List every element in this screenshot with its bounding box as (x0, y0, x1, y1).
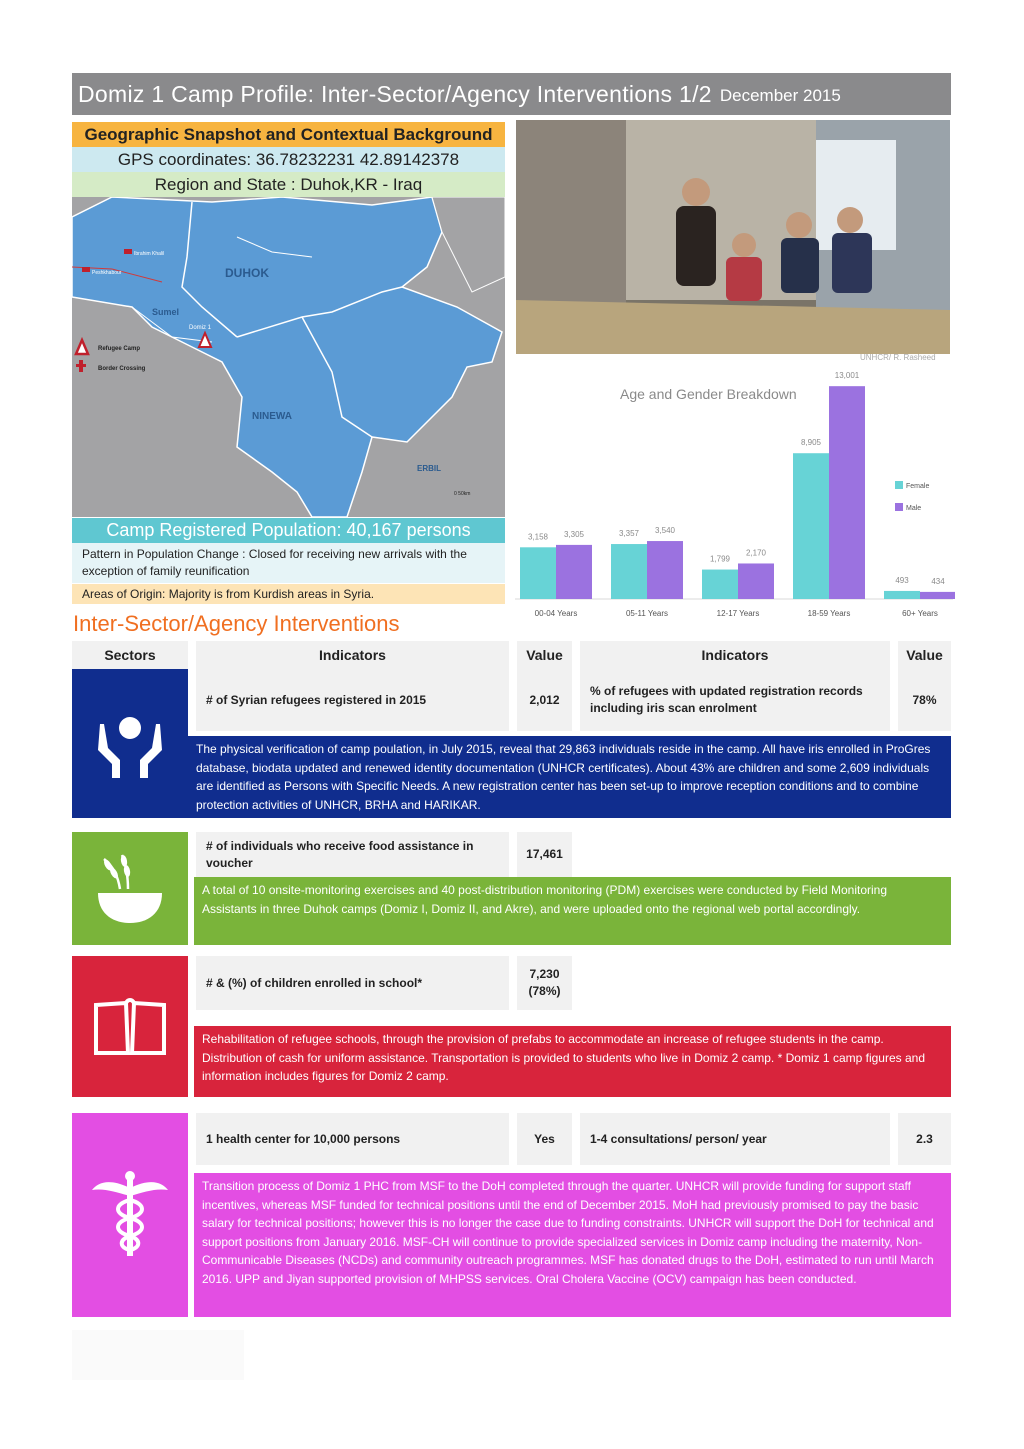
map-land-ne (432, 197, 505, 292)
caduceus-icon (72, 1113, 188, 1317)
bar-female-1 (611, 544, 647, 599)
protection-indicator-2: % of refugees with updated registration records including iris scan enrolment (580, 669, 890, 731)
region-map (72, 197, 505, 517)
education-indicator-1: # & (%) of children enrolled in school* (196, 956, 509, 1010)
title-bar (72, 73, 951, 115)
health-value-2: 2.3 (898, 1113, 951, 1165)
education-value-1: 7,230 (78%) (517, 956, 572, 1010)
bar-male-4 (920, 592, 955, 599)
age-gender-chart (515, 360, 955, 625)
data-label-female-3: 8,905 (800, 438, 822, 448)
data-label-male-4: 434 (931, 576, 945, 586)
data-label-female-4: 493 (895, 575, 909, 585)
food-value-1: 17,461 (517, 832, 572, 877)
map-scale: 0 50km (454, 491, 471, 497)
header-sectors: Sectors (72, 641, 188, 669)
protection-hands-icon (72, 669, 188, 818)
bar-male-0 (556, 545, 592, 599)
legend-camp: Refugee Camp (98, 346, 141, 352)
data-label-female-2: 1,799 (709, 554, 731, 564)
bar-male-1 (647, 541, 683, 599)
report-date: December 2015 (719, 86, 841, 105)
page-title: Domiz 1 Camp Profile: Inter-Sector/Agency Interventions 1/2 (78, 80, 712, 107)
protection-indicator-1: # of Syrian refugees registered in 2015 (196, 669, 509, 731)
map-label-domiz: Domiz 1 (189, 325, 212, 331)
food-indicator-1: # of individuals who receive food assistance in voucher (196, 832, 509, 877)
health-indicator-1: 1 health center for 10,000 persons (196, 1113, 509, 1165)
category-label-0: 00-04 Years (534, 609, 578, 618)
legend-label-male: Male (906, 505, 922, 512)
map-label-crossing1: Ibrahim Khalil (134, 251, 165, 257)
legend-crossing: Border Crossing (98, 366, 146, 372)
protection-value-2: 78% (898, 669, 951, 731)
population-heading: Camp Registered Population: 40,167 persons (72, 518, 505, 543)
data-label-male-0: 3,305 (563, 529, 585, 539)
map-label-ninewa: NINEWA (252, 411, 292, 422)
protection-narrative: The physical verification of camp poulation, in July 2015, reveal that 29,863 individuals reside in the camp. All have iris enrolled in ProGres database, biodata updated and renewed identity documentation (UNHCR certificates). About 43% are children and some 2,609 individuals are identified as Persons with Specific Needs. A new registration center has been set-up to improve reception conditions and to combine protection activities of UNHCR, BRHA and HARIKAR. (188, 736, 951, 818)
data-label-male-2: 2,170 (745, 548, 767, 558)
food-narrative: A total of 10 onsite-monitoring exercises and 40 post-distribution monitoring (PDM) exercises were conducted by Field Monitoring Assistants in three Duhok camps (Domiz I, Domiz II, and Akre), and were uploaded onto the regional web portal accordingly. (194, 877, 951, 945)
data-label-female-0: 3,158 (527, 532, 549, 542)
book-icon (72, 956, 188, 1097)
bar-female-3 (793, 453, 829, 599)
bar-male-3 (829, 386, 865, 599)
legend-swatch-female (895, 481, 903, 489)
data-label-female-1: 3,357 (618, 529, 640, 539)
health-value-1: Yes (517, 1113, 572, 1165)
data-label-male-1: 3,540 (654, 526, 676, 536)
bar-female-2 (702, 570, 738, 599)
health-narrative: Transition process of Domiz 1 PHC from MSF to the DoH completed through the quarter. UNHCR will provide funding for support staff incentives, whereas MSF funded for technical positions until the end of December 2015. MoH had previously promised to pay the basic salary for technical positions; however this is no longer the case due to funding constraints. UNHCR will support the DoH for technical and support positions from January 2016. MSF-CH will continue to provide specialized services in Domiz camp including the maternity, Non-Communicable Diseases (NCDs) and community outreach programmes. MSF has donated drugs to the DoH, estimated to run until March 2016. UPP and Jiyan supported provision of MHPSS services. Oral Cholera Vaccine (OCV) campaign has been conducted. (194, 1173, 951, 1317)
chart-title: Age and Gender Breakdown (620, 386, 797, 402)
bar-male-2 (738, 563, 774, 599)
map-legend (76, 340, 146, 372)
footer-blank (72, 1330, 244, 1380)
camp-photo (516, 120, 950, 354)
bar-female-0 (520, 547, 556, 599)
map-label-sumel: Sumel (152, 307, 180, 317)
header-value-2: Value (898, 641, 951, 669)
legend-swatch-male (895, 503, 903, 511)
category-label-4: 60+ Years (902, 609, 938, 618)
geo-heading: Geographic Snapshot and Contextual Background (72, 122, 505, 147)
header-indicators-2: Indicators (580, 641, 890, 669)
health-indicator-2: 1-4 consultations/ person/ year (580, 1113, 890, 1165)
header-indicators: Indicators (196, 641, 509, 669)
interventions-title: Inter-Sector/Agency Interventions (73, 611, 400, 636)
photo-credit: UNHCR/ R. Rasheed (860, 353, 936, 362)
map-label-crossing2: Peshkhabour (92, 270, 122, 276)
population-origin: Areas of Origin: Majority is from Kurdish areas in Syria. (72, 584, 505, 604)
population-pattern: Pattern in Population Change : Closed for receiving new arrivals with the exception of family reunification (72, 543, 505, 583)
food-bowl-icon (72, 832, 188, 945)
category-label-2: 12-17 Years (716, 609, 760, 618)
legend-label-female: Female (906, 483, 930, 490)
map-label-erbil: ERBIL (417, 464, 441, 473)
gps-coordinates: GPS coordinates: 36.78232231 42.89142378 (72, 147, 505, 172)
data-label-male-3: 13,001 (834, 371, 860, 381)
education-narrative: Rehabilitation of refugee schools, through the provision of prefabs to accommodate an increase of refugee students in the camp. Distribution of cash for uniform assistance. Transportation is provided to students who live in Domiz 2 camp. * Domiz 1 camp figures and information includes figures for Domiz 2 camp. (194, 1026, 951, 1097)
bar-female-4 (884, 591, 920, 599)
category-label-3: 18-59 Years (807, 609, 851, 618)
region-state: Region and State : Duhok,KR - Iraq (72, 172, 505, 197)
map-label-duhok: DUHOK (225, 266, 269, 280)
category-label-1: 05-11 Years (625, 609, 669, 618)
protection-value-1: 2,012 (517, 669, 572, 731)
header-value: Value (517, 641, 572, 669)
